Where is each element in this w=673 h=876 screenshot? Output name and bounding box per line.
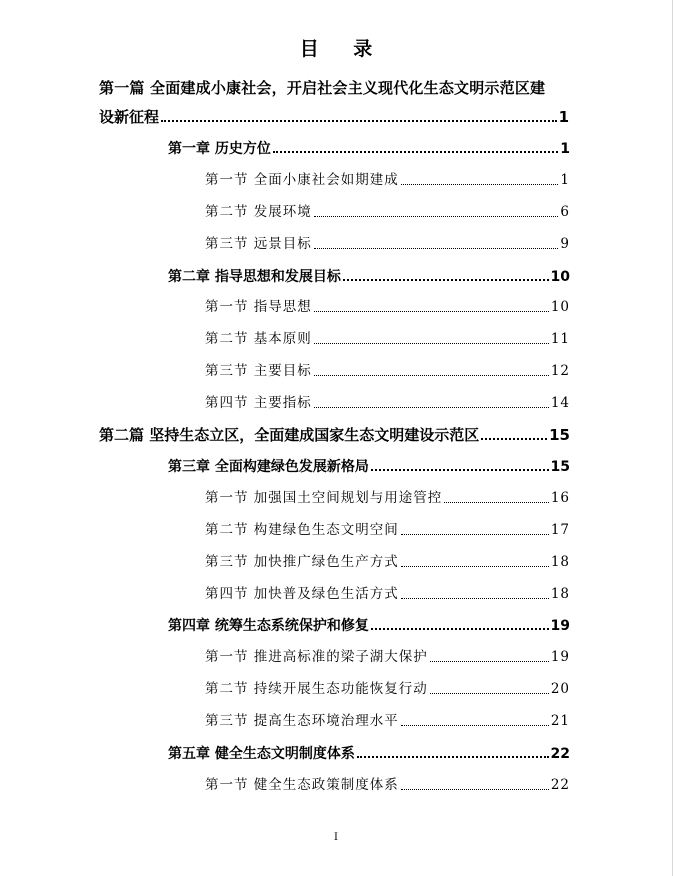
toc-section[interactable]	[205, 397, 570, 411]
dot-leader	[444, 502, 549, 503]
toc-chapter[interactable]	[168, 619, 570, 633]
toc-entry-label: 第一章 历史方位	[168, 141, 271, 157]
toc-entry-page: 21	[550, 713, 570, 729]
toc-chapter[interactable]	[168, 460, 570, 474]
toc-entry-page: 22	[550, 746, 570, 762]
dot-leader	[357, 756, 549, 758]
dot-leader	[430, 661, 549, 662]
toc-entry-label: 第二篇 坚持生态立区，全面建成国家生态文明建设示范区	[99, 426, 480, 444]
toc-section[interactable]	[205, 492, 570, 506]
toc-entry-label: 第一节 全面小康社会如期建成	[205, 172, 399, 188]
toc-entry-page: 1	[558, 108, 569, 126]
toc-entry-label: 第三章 全面构建绿色发展新格局	[168, 459, 369, 475]
toc-entry-label: 第一节 指导思想	[205, 299, 312, 315]
toc-entry-page: 10	[550, 299, 570, 315]
dot-leader	[401, 598, 549, 599]
dot-leader	[273, 151, 558, 153]
toc-section[interactable]	[205, 524, 570, 538]
toc-entry-label: 第二章 指导思想和发展目标	[168, 269, 341, 285]
toc-entry-page: 17	[550, 522, 570, 538]
toc-section[interactable]	[205, 238, 570, 252]
toc-entry-page: 12	[550, 363, 570, 379]
dot-leader	[401, 566, 549, 567]
toc-entry-page: 1	[560, 141, 570, 157]
toc-entry-page: 20	[550, 681, 570, 697]
toc-chapter[interactable]	[168, 747, 570, 761]
dot-leader	[314, 248, 559, 249]
toc-part-1-line2[interactable]	[99, 110, 569, 125]
toc-part-1-line1[interactable]: 第一篇 全面建成小康社会，开启社会主义现代化生态文明示范区建	[99, 79, 546, 97]
dot-leader	[314, 216, 559, 217]
dot-leader	[314, 407, 549, 408]
dot-leader	[314, 343, 549, 344]
toc-chapter[interactable]	[168, 270, 570, 284]
toc-entry-label: 第四章 统筹生态系统保护和修复	[168, 618, 369, 634]
toc-part[interactable]	[99, 428, 570, 443]
toc-entry-label: 第三节 加快推广绿色生产方式	[205, 554, 399, 570]
dot-leader	[161, 120, 557, 122]
toc-entry-page: 15	[549, 426, 570, 444]
toc-entry-page: 10	[550, 269, 570, 285]
toc-section[interactable]	[205, 556, 570, 570]
dot-leader	[401, 789, 549, 790]
toc-section[interactable]	[205, 206, 570, 220]
dot-leader	[401, 184, 559, 185]
toc-entry-label: 第二节 持续开展生态功能恢复行动	[205, 681, 428, 697]
toc-entry-page: 22	[550, 777, 570, 793]
toc-entry-label: 设新征程	[99, 108, 160, 126]
toc-entry-label: 第一节 推进高标准的梁子湖大保护	[205, 649, 428, 665]
toc-entry-page: 19	[550, 618, 570, 634]
toc-entry-label: 第三节 远景目标	[205, 236, 312, 252]
toc-section[interactable]	[205, 588, 570, 602]
toc-entry-label: 第二节 构建绿色生态文明空间	[205, 522, 399, 538]
toc-entry-page: 1	[560, 172, 570, 188]
toc-entry-label: 第一节 健全生态政策制度体系	[205, 777, 399, 793]
toc-section[interactable]	[205, 301, 570, 315]
toc-entry-page: 18	[550, 554, 570, 570]
page-footer-number: I	[334, 832, 338, 843]
toc-entry-label: 第四节 加快普及绿色生活方式	[205, 586, 399, 602]
toc-entry-label: 第二节 发展环境	[205, 204, 312, 220]
toc-entry-label: 第一节 加强国土空间规划与用途管控	[205, 490, 443, 506]
toc-section[interactable]	[205, 651, 570, 665]
toc-entry-page: 15	[550, 459, 570, 475]
toc-entry-page: 14	[550, 395, 570, 411]
toc-entry-label: 第五章 健全生态文明制度体系	[168, 746, 355, 762]
toc-section[interactable]	[205, 365, 570, 379]
toc-entry-label: 第三节 提高生态环境治理水平	[205, 713, 399, 729]
toc-section[interactable]	[205, 683, 570, 697]
toc-title: 目 录	[299, 38, 387, 60]
toc-section[interactable]	[205, 333, 570, 347]
toc-entry-label: 第四节 主要指标	[205, 395, 312, 411]
dot-leader	[371, 469, 549, 471]
dot-leader	[401, 725, 549, 726]
dot-leader	[481, 438, 547, 440]
toc-section[interactable]	[205, 779, 570, 793]
toc-entry-page: 16	[550, 490, 570, 506]
dot-leader	[314, 311, 549, 312]
toc-entry-page: 19	[550, 649, 570, 665]
toc-entry-page: 6	[560, 204, 570, 220]
toc-entry-page: 9	[560, 236, 570, 252]
toc-entry-page: 11	[550, 331, 570, 347]
toc-entry-label: 第二节 基本原则	[205, 331, 312, 347]
toc-entry-label: 第三节 主要目标	[205, 363, 312, 379]
toc-chapter[interactable]	[168, 142, 570, 156]
toc-section[interactable]	[205, 174, 570, 188]
toc-entry-page: 18	[550, 586, 570, 602]
dot-leader	[401, 534, 549, 535]
dot-leader	[430, 693, 549, 694]
dot-leader	[371, 628, 549, 630]
dot-leader	[343, 279, 549, 281]
toc-section[interactable]	[205, 715, 570, 729]
dot-leader	[314, 375, 549, 376]
